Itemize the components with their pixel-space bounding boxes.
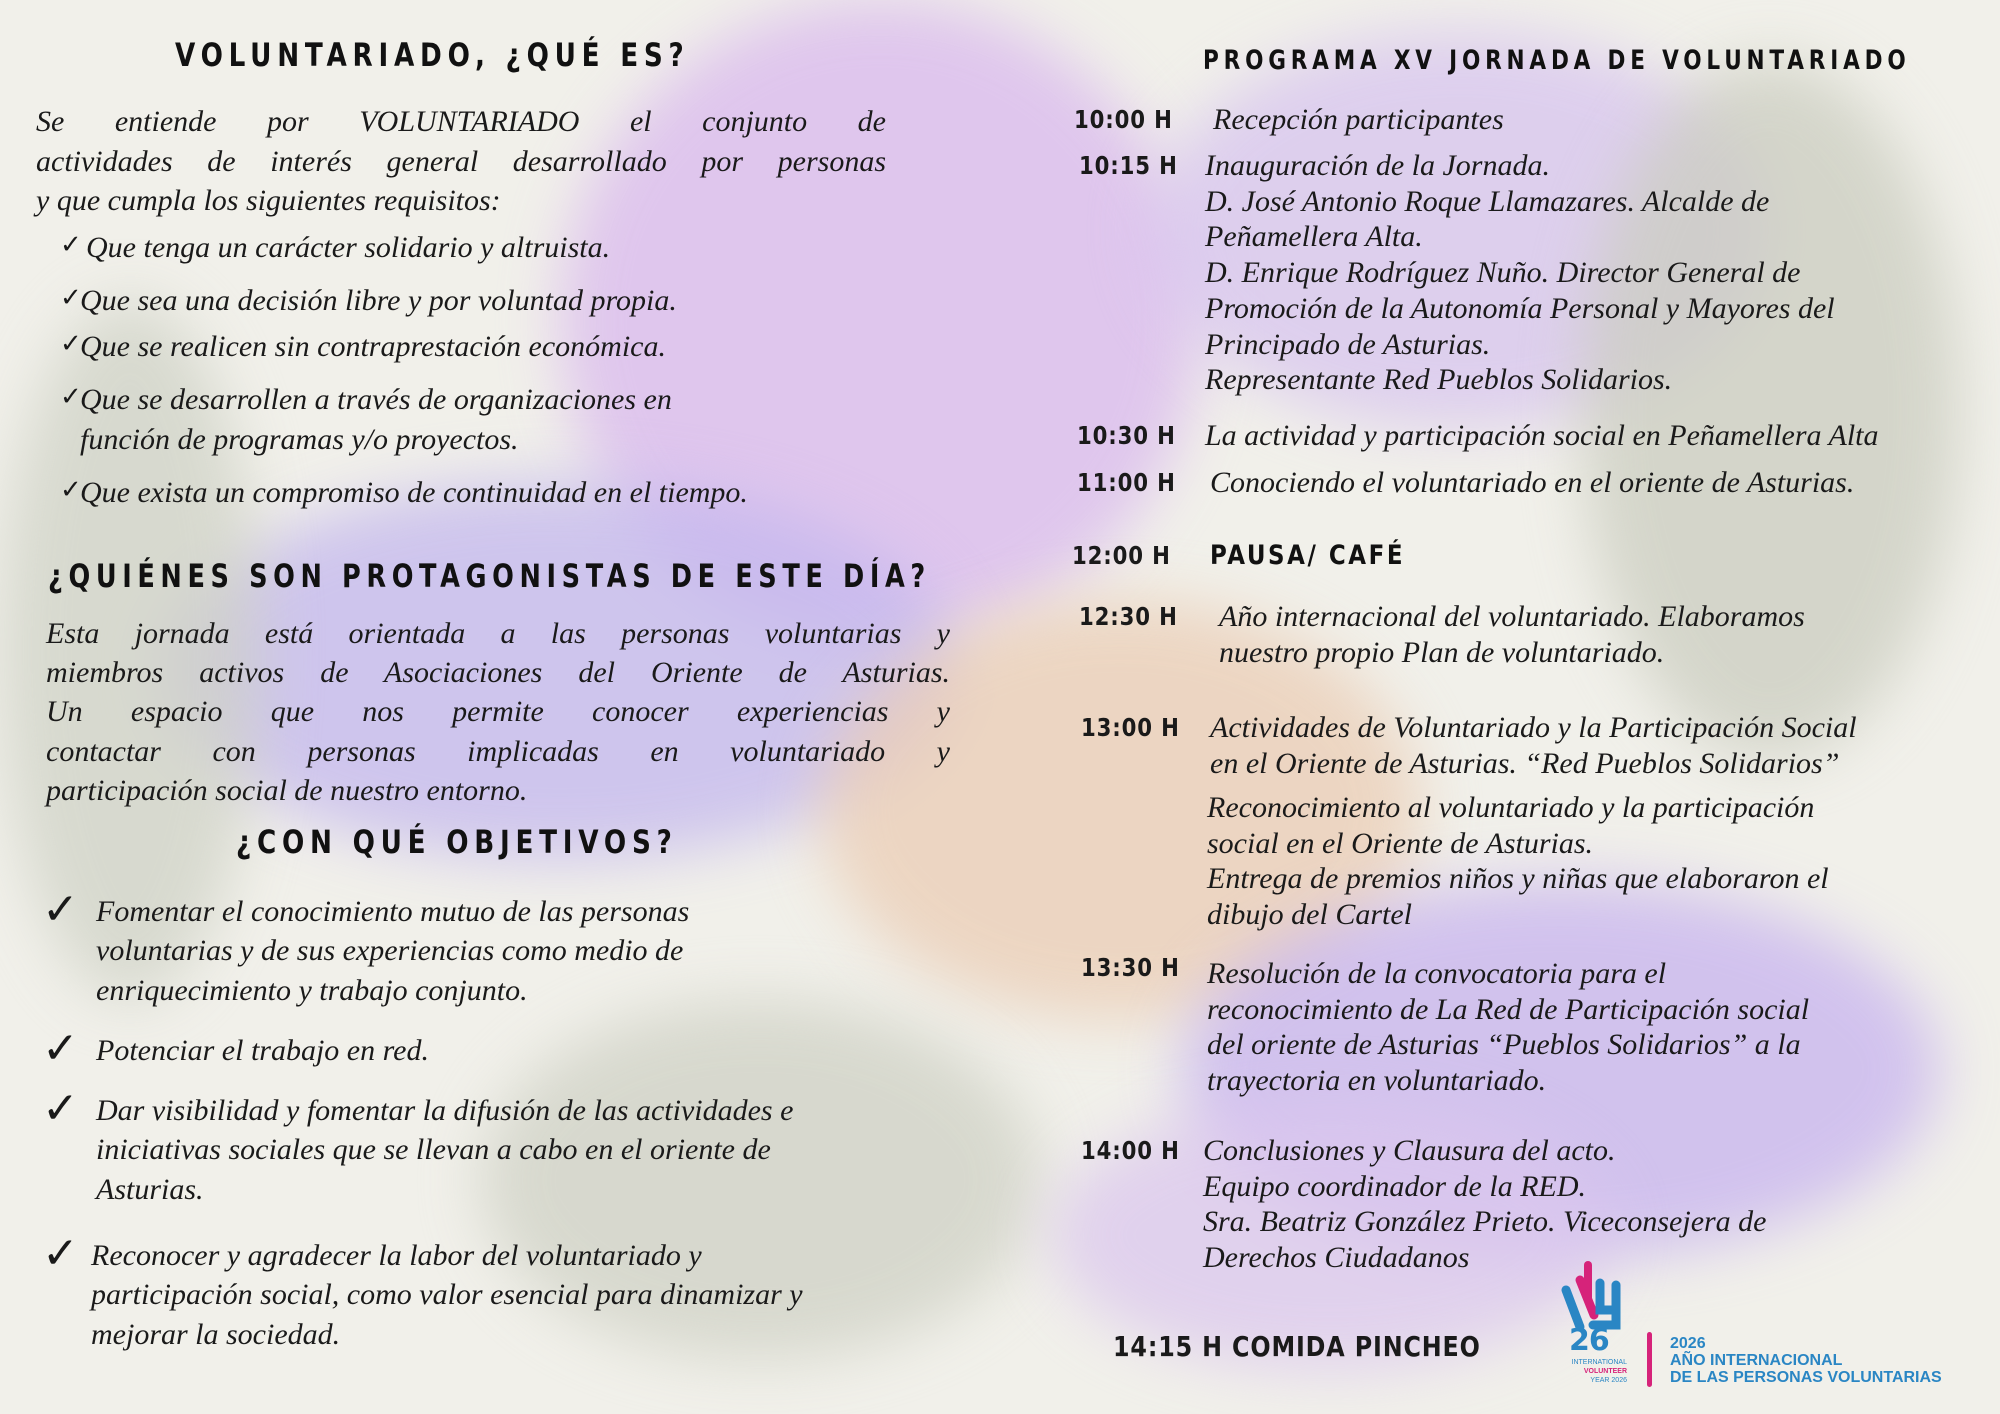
program-line: Promoción de la Autonomía Personal y Mayores del [1205, 291, 1835, 325]
program-description [1210, 465, 1854, 501]
program-line: D. José Antonio Roque Llamazares. Alcalde de [1205, 184, 1770, 218]
pause-label [1210, 538, 1405, 574]
section-title-voluntariado: VOLUNTARIADO, ¿QUÉ ES? [175, 36, 690, 74]
program-time: 10:30 H [1077, 421, 1176, 450]
program-line: Equipo coordinador de la RED. [1203, 1169, 1587, 1203]
objective-line: voluntarias y de sus experiencias como medio de [96, 934, 684, 968]
requirement-item [80, 281, 677, 321]
requirement-text: Que tenga un carácter solidario y altruista. [86, 231, 611, 264]
requirement-item [86, 228, 610, 268]
program-line: Reconocimiento al voluntariado y la participación [1207, 791, 1815, 824]
program-time: 14:00 H [1081, 1136, 1180, 1165]
section-title-protagonistas: ¿QUIÉNES SON PROTAGONISTAS DE ESTE DÍA? [48, 557, 931, 595]
program-line: en el Oriente de Asturias. “Red Pueblos Solidarios” [1210, 746, 1840, 780]
requirement-item [80, 380, 672, 459]
check-icon: ✓ [60, 329, 82, 358]
lunch-line: 14:15 H COMIDA PINCHEO [1113, 1330, 1481, 1363]
program-line: Principado de Asturias. [1205, 327, 1491, 361]
program-time: 10:15 H [1079, 151, 1178, 180]
program-line: Recepción participantes [1213, 103, 1504, 136]
program-description [1205, 418, 1879, 454]
program-line: Inauguración de la Jornada. [1205, 149, 1550, 182]
program-line: Derechos Ciudadanos [1203, 1241, 1470, 1275]
section-title-objetivos: ¿CON QUÉ OBJETIVOS? [236, 823, 678, 861]
objective-line: iniciativas sociales que se llevan a cabo en el oriente de [96, 1133, 771, 1167]
program-time: 12:30 H [1079, 602, 1178, 631]
program-line: Sra. Beatriz González Prieto. Viceconsejera de [1203, 1205, 1767, 1239]
objective-item [96, 1031, 429, 1070]
program-line: social en el Oriente de Asturias. [1207, 826, 1594, 860]
logo-title: 2026 AÑO INTERNACIONAL DE LAS PERSONAS VOLUNTARIAS [1670, 1335, 1942, 1386]
program-time: 10:00 H [1074, 105, 1173, 134]
check-icon: ✓ [60, 283, 82, 312]
checkmark-icon: ✓ [42, 1228, 79, 1279]
program-line: Representante Red Pueblos Solidarios. [1205, 363, 1673, 397]
checkmark-icon: ✓ [42, 884, 79, 935]
program-line: del oriente de Asturias “Pueblos Solidarios” a la [1207, 1028, 1801, 1062]
logo-small-text: INTERNATIONAL VOLUNTEER YEAR 2026 [1571, 1359, 1627, 1384]
program-line: nuestro propio Plan de voluntariado. [1219, 635, 1665, 669]
program-description [1219, 599, 1805, 670]
objective-item [96, 1091, 793, 1209]
objective-line: Fomentar el conocimiento mutuo de las personas [96, 895, 690, 928]
objective-line: participación social, como valor esencial para dinamizar y [91, 1278, 803, 1312]
objective-line: Reconocer y agradecer la labor del voluntariado y [91, 1239, 702, 1272]
program-line: PAUSA/ CAFÉ [1210, 540, 1406, 571]
program-line: Actividades de Voluntariado y la Participación Social [1210, 711, 1857, 744]
requirement-item [80, 327, 666, 367]
objective-item [91, 1236, 803, 1354]
program-title: PROGRAMA XV JORNADA DE VOLUNTARIADO [1203, 45, 1911, 76]
program-line: Peñamellera Alta. [1205, 220, 1423, 254]
program-line: Año internacional del voluntariado. Elaboramos [1219, 600, 1805, 633]
check-icon: ✓ [60, 230, 82, 259]
requirement-text: Que se desarrollen a través de organizaciones en [80, 383, 672, 416]
program-line: Conociendo el voluntariado en el oriente de Asturias. [1210, 466, 1855, 499]
requirement-item [80, 473, 748, 513]
checkmark-icon: ✓ [42, 1023, 79, 1074]
program-line: Entrega de premios niños y niñas que elaboraron el [1207, 862, 1829, 896]
check-icon: ✓ [60, 475, 82, 504]
requirement-text: Que se realicen sin contraprestación económica. [80, 330, 666, 363]
program-description [1205, 148, 1835, 398]
program-line: D. Enrique Rodríguez Nuño. Director General de [1205, 256, 1801, 290]
program-line: Resolución de la convocatoria para el [1207, 957, 1667, 990]
logo-divider [1647, 1332, 1652, 1387]
program-line: dibujo del Cartel [1207, 898, 1412, 932]
program-time: 13:30 H [1081, 953, 1180, 982]
intro-paragraph: Se entiende por VOLUNTARIADO el conjunto de actividades de interés general desarrollado por personas y que cumpla los siguientes requisitos: [36, 105, 886, 217]
requirement-continuation: función de programas y/o proyectos. [80, 422, 519, 456]
objective-line: Potenciar el trabajo en red. [96, 1034, 429, 1067]
program-description-extra [1207, 790, 1829, 933]
program-time: 13:00 H [1081, 713, 1180, 742]
program-description [1210, 710, 1857, 781]
iyv-2026-logo [1555, 1255, 1975, 1395]
program-line: Conclusiones y Clausura del acto. [1203, 1134, 1616, 1167]
program-description [1207, 956, 1809, 1099]
program-time: 11:00 H [1077, 468, 1176, 497]
check-icon: ✓ [60, 382, 82, 411]
objective-line: Asturias. [96, 1172, 204, 1206]
logo-mark: 26 [1569, 1323, 1609, 1358]
program-line: trayectoria en voluntariado. [1207, 1064, 1547, 1098]
objective-line: Dar visibilidad y fomentar la difusión de las actividades e [96, 1094, 794, 1127]
program-line: La actividad y participación social en Peñamellera Alta [1205, 419, 1879, 452]
checkmark-icon: ✓ [42, 1083, 79, 1134]
program-description [1213, 102, 1504, 138]
program-time: 12:00 H [1072, 541, 1171, 570]
objective-item [96, 892, 689, 1010]
objective-line: enriquecimiento y trabajo conjunto. [96, 973, 528, 1007]
requirement-text: Que exista un compromiso de continuidad en el tiempo. [80, 476, 748, 509]
program-line: reconocimiento de La Red de Participación social [1207, 992, 1810, 1026]
protagonistas-paragraph: Esta jornada está orientada a las personas voluntarias y miembros activos de Asociaciones del Oriente de Asturias. Un espacio que nos permite conocer experiencias y contactar con personas implicadas en voluntariado y participación social de nuestro entorno. [46, 617, 950, 807]
requirement-text: Que sea una decisión libre y por voluntad propia. [80, 284, 677, 317]
objective-line: mejorar la sociedad. [91, 1317, 341, 1351]
